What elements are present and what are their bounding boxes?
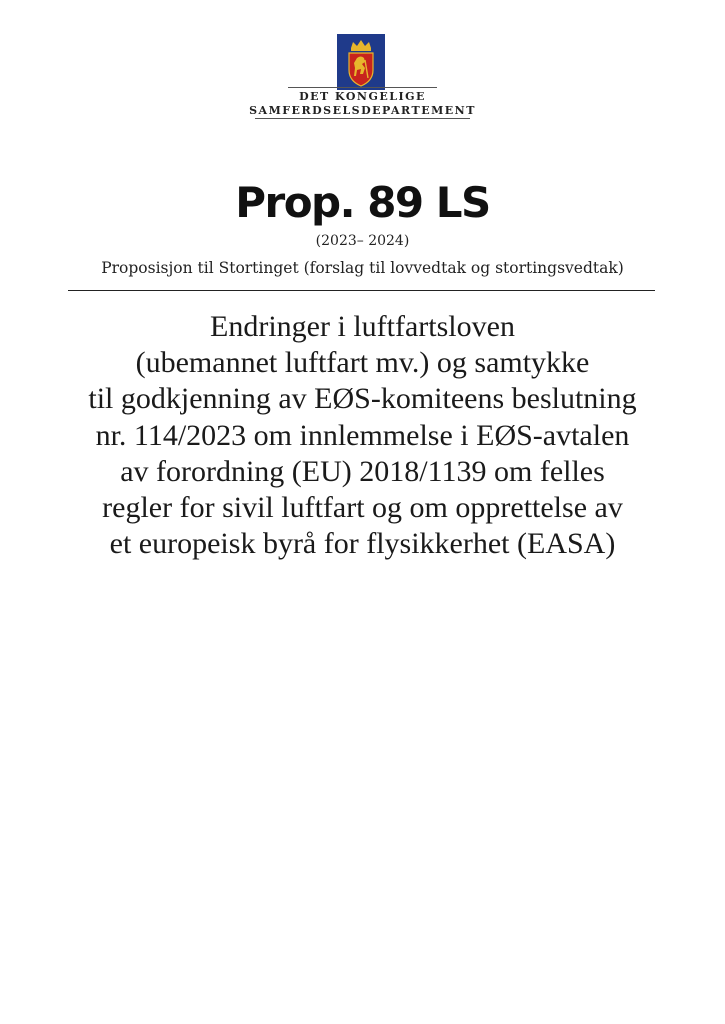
proposition-subtitle: Proposisjon til Stortinget (forslag til lovvedtak og stortingsvedtak): [101, 259, 624, 277]
department-name-line2: SAMFERDSELSDEPARTEMENT: [249, 104, 476, 117]
coat-of-arms-icon: [337, 34, 385, 90]
title-line: av forordning (EU) 2018/1139 om felles: [120, 454, 605, 488]
title-divider: [68, 290, 655, 291]
title-line: et europeisk byrå for flysikkerhet (EASA): [109, 527, 616, 561]
title-line: regler for sivil luftfart og om opprettelse av: [102, 491, 623, 525]
proposition-title: Prop. 89 LS: [235, 178, 490, 227]
title-line: (ubemannet luftfart mv.) og samtykke: [135, 346, 590, 380]
header-rule-top: [288, 87, 437, 88]
header-rule-bottom: [255, 118, 470, 119]
session-years: (2023– 2024): [315, 233, 410, 249]
title-line: nr. 114/2023 om innlemmelse i EØS-avtalen: [95, 418, 630, 452]
title-line: til godkjenning av EØS-komiteens beslutning: [88, 382, 637, 416]
department-name-line1: DET KONGELIGE: [299, 90, 426, 103]
title-line: Endringer i luftfartsloven: [210, 310, 515, 343]
document-main-title: [40, 309, 685, 562]
